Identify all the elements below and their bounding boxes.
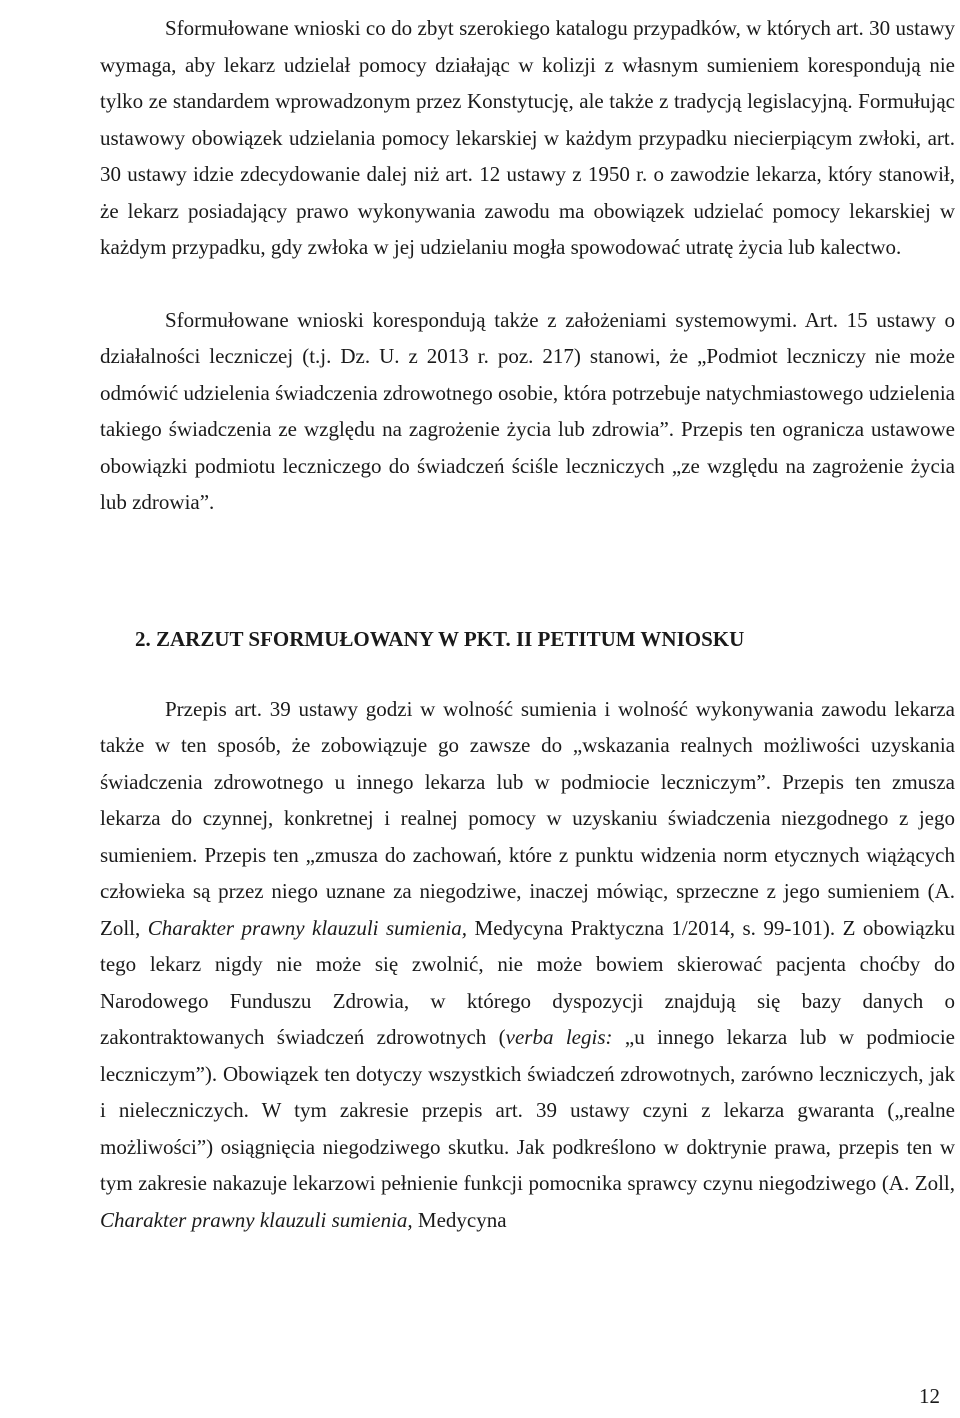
document-page <box>100 10 955 1238</box>
paragraph-text: „u innego lekarza lub w podmiocie leczniczym”). Obowiązek ten dotyczy wszystkich świadczeń zdrowotnych, zarówno leczniczych, jak i nieleczniczych. W tym zakresie przepis art. 39 ustawy czyni z lekarza gwaranta („realne możliwości”) osiągnięcia niegodziwego skutku. Jak podkreślono w doktrynie prawa, przepis ten w tym zakresie nakazuje lekarzowi pełnienie funkcji pomocnika sprawcy czynu niegodziwego (A. Zoll, <box>100 1025 956 1195</box>
citation-title: Charakter prawny klauzuli sumienia, <box>100 1207 413 1232</box>
page-number: 12 <box>919 1384 940 1408</box>
citation-title: Charakter prawny klauzuli sumienia, <box>147 915 468 940</box>
section-heading: 2. ZARZUT SFORMUŁOWANY W PKT. II PETITUM WNIOSKU <box>135 626 745 651</box>
latin-phrase: verba legis: <box>505 1025 613 1049</box>
paragraph-systemic-assumptions: Sformułowane wnioski korespondują także z założeniami systemowymi. Art. 15 ustawy o działalności leczniczej (t.j. Dz. U. z 2013 r. poz. 217) stanowi, że „Podmiot leczniczy nie może odmówić udzielenia świadczenia zdrowotnego osobie, która potrzebuje natychmiastowego udzielenia takiego świadczenia ze względu na zagrożenie życia lub zdrowia”. Przepis ten ogranicza ustawowe obowiązki podmiotu leczniczego do świadczeń ściśle leczniczych „ze względu na zagrożenie życia lub zdrowia”. <box>100 307 955 514</box>
paragraph-text: Medycyna Praktyczna 1/2014, s. 99-101). Z obowiązku tego lekarz nigdy nie może się zwolnić, nie może bowiem skierować pacjenta choćby do Narodowego Funduszu Zdrowia, w którego dyspozycji znajdują się bazy danych o zakontraktowanych świadczeń zdrowotnych ( <box>100 915 956 1049</box>
paragraph-conscience-scope: Sformułowane wnioski co do zbyt szerokiego katalogu przypadków, w których art. 30 ustawy wymaga, aby lekarz udzielał pomocy działając w kolizji z własnym sumieniem korespondują nie tylko ze standardem wprowadzonym przez Konstytucję, ale także z tradycją legislacyjną. Formułując ustawowy obowiązek udzielania pomocy lekarskiej w każdym przypadku niecierpiącym zwłoki, art. 30 ustawy idzie zdecydowanie dalej niż art. 12 ustawy z 1950 r. o zawodzie lekarza, który stanowił, że lekarz posiadający prawo wykonywania zawodu ma obowiązek udzielać pomocy lekarskiej w każdym przypadku, gdy zwłoka w jej udzielaniu mogła spowodować utratę życia lub kalectwo. <box>100 16 955 259</box>
paragraph-text: Medycyna <box>412 1207 507 1232</box>
paragraph-article-39 <box>100 691 955 1239</box>
paragraph-text: Przepis art. 39 ustawy godzi w wolność sumienia i wolność wykonywania zawodu lekarza także w ten sposób, że zobowiązuje go zawsze do „wskazania realnych możliwości uzyskania świadczenia zdrowotnego u innego lekarza lub w podmiocie leczniczym”. Przepis ten zmusza lekarza do czynnej, konkretnej i realnej pomocy w uzyskaniu świadczenia niezgodnego z jego sumieniem. Przepis ten „zmusza do zachowań, które z punktu widzenia norm etycznych wiążących człowieka są przez niego uznane za niegodziwe, inaczej mówiąc, sprzeczne z jego sumieniem (A. Zoll, <box>100 696 955 940</box>
